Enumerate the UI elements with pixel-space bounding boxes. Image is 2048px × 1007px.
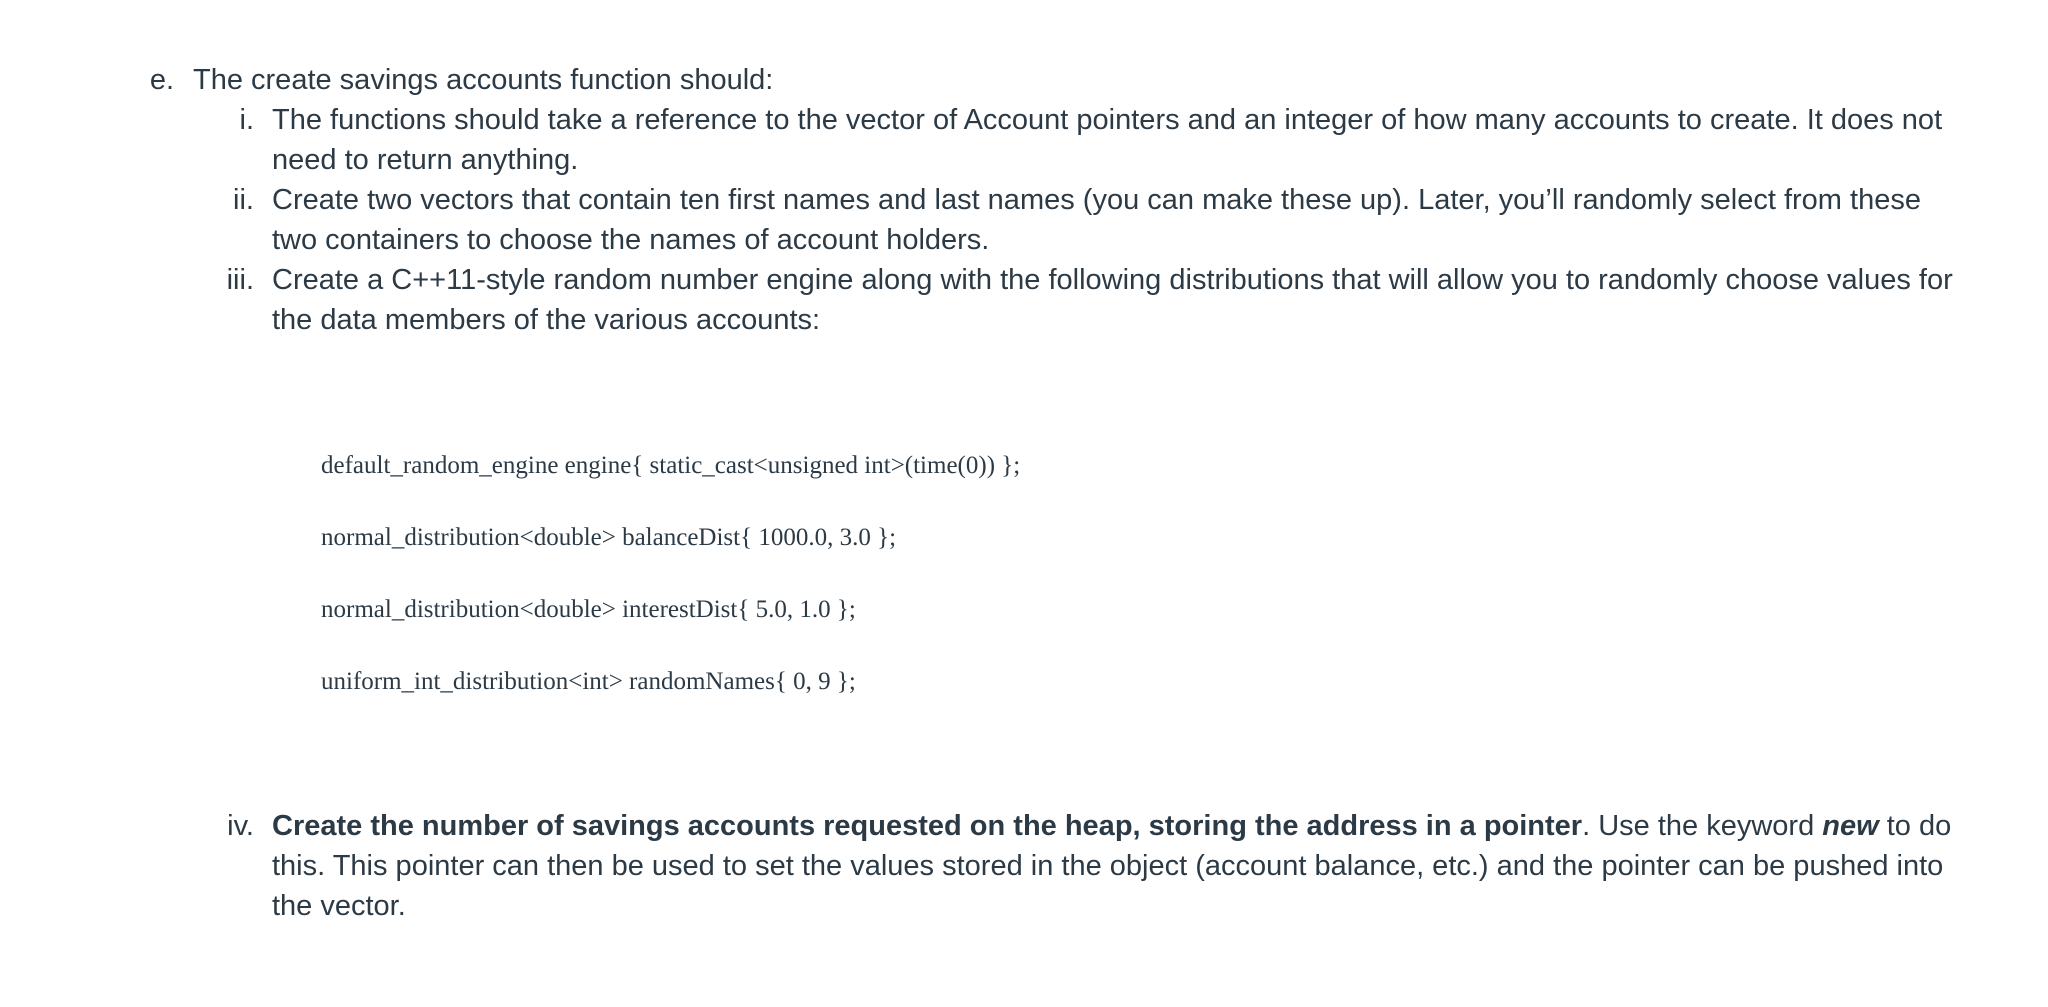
item-iv-bold-text: Create the number of savings accounts requested on the heap, storing the address in a pointer — [272, 810, 1583, 842]
keyword-new: new — [1822, 810, 1879, 842]
code-line-balance-dist: normal_distribution<double> balanceDist{ 1000.0, 3.0 }; — [321, 524, 897, 551]
item-iv-after-keyword: to do — [1878, 810, 1952, 842]
list-marker-i: i. — [239, 104, 254, 136]
item-iv-line-2: this. This pointer can then be used to set the values stored in the object (account balance, etc.) and the pointer can be pushed into — [272, 850, 1944, 882]
item-ii-line-2: two containers to choose the names of account holders. — [272, 224, 990, 256]
list-marker-iii: iii. — [226, 264, 254, 296]
list-marker-iv: iv. — [227, 810, 254, 842]
list-marker-ii: ii. — [233, 184, 254, 216]
code-line-random-names: uniform_int_distribution<int> randomNames{ 0, 9 }; — [321, 668, 856, 695]
item-i-line-2: need to return anything. — [272, 144, 579, 176]
item-iv-line-1 — [272, 806, 1951, 846]
list-marker-e: e. — [149, 64, 174, 96]
item-iv-line-3: the vector. — [272, 890, 406, 922]
item-iii-line-1: Create a C++11-style random number engine along with the following distributions that will allow you to randomly choose values for — [272, 264, 1953, 296]
code-line-interest-dist: normal_distribution<double> interestDist{ 5.0, 1.0 }; — [321, 596, 856, 623]
item-iii-line-2: the data members of the various accounts: — [272, 304, 821, 336]
item-i-line-1: The functions should take a reference to the vector of Account pointers and an integer of how many accounts to create. It does not — [272, 104, 1943, 136]
item-e-text: The create savings accounts function should: — [193, 64, 774, 96]
item-iv-after-bold: . Use the keyword — [1582, 810, 1823, 842]
code-line-engine: default_random_engine engine{ static_cast<unsigned int>(time(0)) }; — [321, 452, 1021, 479]
item-ii-line-1: Create two vectors that contain ten first names and last names (you can make these up). Later, you’ll randomly select from these — [272, 184, 1921, 216]
